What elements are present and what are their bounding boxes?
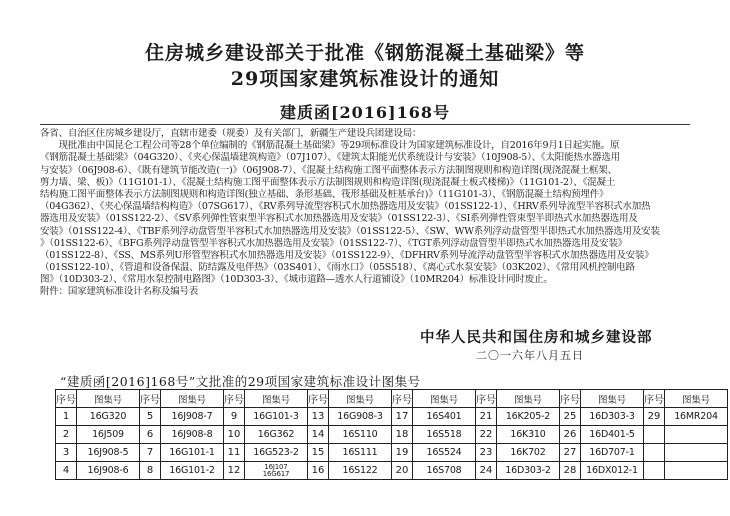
issue-date: 二〇一六年八月五日 — [476, 349, 584, 362]
cell-seq: 9 — [224, 408, 245, 426]
cell-seq: 18 — [392, 426, 413, 444]
table-row — [56, 444, 728, 462]
cell-seq: 20 — [392, 462, 413, 480]
cell-code — [665, 426, 728, 444]
body-line: 剪力墙、梁、板)》（11G101-1）、《混凝土结构施工图平面整体表示方法制图规则和构造详图(现浇混凝土板式楼梯)》（11G101-2）、《混凝土 — [40, 176, 616, 188]
cell-seq — [644, 426, 665, 444]
cell-seq: 3 — [56, 444, 77, 462]
cell-code: 16J908-7 — [161, 408, 224, 426]
header-seq: 序号 — [476, 390, 497, 408]
cell-code: 16G101-2 — [161, 462, 224, 480]
header-seq: 序号 — [56, 390, 77, 408]
header-code: 图集号 — [329, 390, 392, 408]
cell-code: 16G362 — [245, 426, 308, 444]
cell-seq: 24 — [476, 462, 497, 480]
document-number: 建质函[2016]168号 — [279, 103, 451, 122]
header-code: 图集号 — [245, 390, 308, 408]
cell-code: 16D707-1 — [581, 444, 644, 462]
header-seq: 序号 — [392, 390, 413, 408]
title-line-1: 住房城乡建设部关于批准《钢筋混凝土基础梁》等 — [144, 42, 585, 64]
header-code: 图集号 — [497, 390, 560, 408]
cell-seq: 1 — [56, 408, 77, 426]
table-row — [56, 426, 728, 444]
body-line: 与安装》（06J908-6）、《既有建筑节能改造(一)》（06J908-7）、《混凝土结构施工图平面整体表示方法制图规则和构造详图(现浇混凝土框架、 — [40, 164, 617, 176]
cell-code: 16D303-2 — [497, 462, 560, 480]
cell-code: 16G101-3 — [245, 408, 308, 426]
cell-code: 16DX012-1 — [581, 462, 644, 480]
cell-code: 16S122 — [329, 462, 392, 480]
cell-seq: 28 — [560, 462, 581, 480]
cell-seq: 4 — [56, 462, 77, 480]
cell-code: 16S708 — [413, 462, 476, 480]
body-line: （01SS122-10）、《管道和设备保温、防结露及电伴热》（03S401）、《雨水口》（05S518）、《离心式水泵安装》（03K202）、《常用风机控制电路 — [40, 262, 635, 274]
header-code: 图集号 — [77, 390, 140, 408]
cell-seq: 2 — [56, 426, 77, 444]
cell-seq: 21 — [476, 408, 497, 426]
cell-code: 16S401 — [413, 408, 476, 426]
table-header-row — [56, 390, 728, 408]
cell-seq: 10 — [224, 426, 245, 444]
cell-seq: 25 — [560, 408, 581, 426]
header-code: 图集号 — [161, 390, 224, 408]
header-code: 图集号 — [665, 390, 728, 408]
cell-seq: 23 — [476, 444, 497, 462]
table-body — [56, 408, 728, 480]
header-code: 图集号 — [581, 390, 644, 408]
body-line: 》（01SS122-6）、《BFG系列浮动盘管型半容积式水加热器选用及安装》（01SS122-7）、《TGT系列浮动盘管型半即热式水加热器选用及安装》 — [40, 237, 628, 249]
cell-code: 16K310 — [497, 426, 560, 444]
cell-code: 16D303-3 — [581, 408, 644, 426]
cell-code — [665, 462, 728, 480]
cell-seq — [644, 444, 665, 462]
title-divider — [40, 124, 690, 125]
cell-seq: 12 — [224, 462, 245, 480]
cell-code: 16J908-6 — [77, 462, 140, 480]
cell-seq: 5 — [140, 408, 161, 426]
cell-code: 16J107 16G617 — [245, 462, 308, 480]
cell-code: 16D401-5 — [581, 426, 644, 444]
body-line: 器选用及安装》（01SS122-2）、《SV系列弹性管束型半容积式水加热器选用及安装》（01SS122-3）、《SI系列弹性管束型半即热式水加热器选用及 — [40, 213, 638, 225]
cell-code: 16S518 — [413, 426, 476, 444]
cell-code: 16K205-2 — [497, 408, 560, 426]
cell-seq: 8 — [140, 462, 161, 480]
cell-seq: 11 — [224, 444, 245, 462]
cell-code: 16MR204 — [665, 408, 728, 426]
cell-seq: 17 — [392, 408, 413, 426]
notice-body — [40, 128, 695, 299]
cell-seq: 16 — [308, 462, 329, 480]
cell-code: 16G320 — [77, 408, 140, 426]
header-seq: 序号 — [140, 390, 161, 408]
header-seq: 序号 — [560, 390, 581, 408]
table-row — [56, 462, 728, 480]
cell-seq — [644, 462, 665, 480]
body-line: 《钢筋混凝土基础梁》（04G320）、《夹心保温墙建筑构造》（07J107）、《建筑太阳能光伏系统设计与安装》（10J908-5）、《太阳能热水器选用 — [40, 152, 620, 164]
cell-seq: 13 — [308, 408, 329, 426]
header-seq: 序号 — [308, 390, 329, 408]
header-seq: 序号 — [224, 390, 245, 408]
cell-seq: 27 — [560, 444, 581, 462]
body-line: 安装》（01SS122-4）、《TBF系列浮动盘管型半容积式水加热器选用及安装》（01SS122-5）、《SW、WW系列浮动盘管型半即热式水加热器选用及安装 — [40, 225, 660, 237]
table-row — [56, 408, 728, 426]
cell-code: 16J509 — [77, 426, 140, 444]
cell-seq: 19 — [392, 444, 413, 462]
body-line: 图》（10D303-2）、《常用水泵控制电路图》（10D303-3）、《城市道路—透水人行道铺设》（10MR204）标准设计同时废止。 — [40, 274, 553, 286]
body-line: （01SS122-8）、《SS、MS系列U形管型容积式水加热器选用及安装》（01SS122-9）、《DFHRV系列导流浮动盘管型半容积式水加热器选用及安装》 — [40, 249, 654, 261]
body-line: 附件：国家建筑标准设计名称及编号表 — [40, 286, 199, 298]
cell-code: 16J908-8 — [161, 426, 224, 444]
header-code: 图集号 — [413, 390, 476, 408]
cell-seq: 29 — [644, 408, 665, 426]
cell-code: 16S524 — [413, 444, 476, 462]
cell-code: 16K702 — [497, 444, 560, 462]
title-line-2: 29项国家建筑标准设计的通知 — [230, 68, 500, 90]
standards-table — [55, 389, 728, 480]
body-line: （04G362）、《夹心保温墙结构构造》（07SG617）、《RV系列导流型容积式水加热器选用及安装》（01SS122-1）、《HRV系列导流型半容积式水加热 — [40, 201, 651, 213]
cell-code: 16J908-5 — [77, 444, 140, 462]
cell-seq: 26 — [560, 426, 581, 444]
cell-code: 16S111 — [329, 444, 392, 462]
cell-seq: 6 — [140, 426, 161, 444]
header-seq: 序号 — [644, 390, 665, 408]
body-line: 现批准由中国昆仑工程公司等28个单位编制的《钢筋混凝土基础梁》等29项标准设计为国家建筑标准设计，自2016年9月1日起实施。原 — [40, 140, 620, 152]
cell-seq: 22 — [476, 426, 497, 444]
table-caption: “建质函[2016]168号”文批准的29项国家建筑标准设计图集号 — [60, 374, 421, 389]
body-line: 各省、自治区住房城乡建设厅，直辖市建委（规委）及有关部门，新疆生产建设兵团建设局： — [40, 128, 422, 139]
body-line: 结构施工图平面整体表示方法制图规则和构造详图(独立基础、条形基础、筏形基础及桩基承台)》（11G101-3）、《钢筋混凝土结构预埋件》 — [40, 188, 609, 200]
issuing-authority: 中华人民共和国住房和城乡建设部 — [420, 330, 653, 346]
cell-seq: 14 — [308, 426, 329, 444]
cell-seq: 7 — [140, 444, 161, 462]
cell-code: 16G908-3 — [329, 408, 392, 426]
cell-code — [665, 444, 728, 462]
cell-code: 16G523-2 — [245, 444, 308, 462]
cell-code: 16G101-1 — [161, 444, 224, 462]
cell-code: 16S110 — [329, 426, 392, 444]
cell-seq: 15 — [308, 444, 329, 462]
